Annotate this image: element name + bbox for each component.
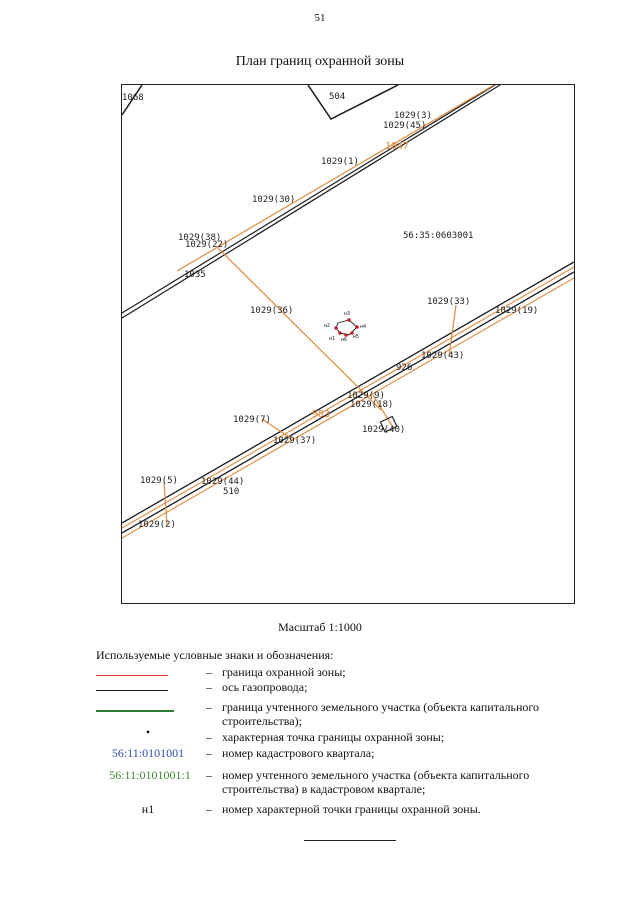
legend-point-number-sample: н1 [141, 802, 155, 816]
point-label-n6: н6 [341, 337, 348, 343]
map-label-926: 926 [396, 363, 413, 373]
map-label-1047: 1047 [385, 141, 410, 152]
map-label-1029-2: 1029(2) [138, 520, 176, 530]
map-label-983: 983 [312, 409, 331, 420]
legend-title: Используемые условные знаки и обозначения: [96, 648, 334, 662]
point-n1 [338, 331, 342, 335]
map-label-1029-9: 1029(9) [347, 391, 385, 401]
legend-text-point-number: номер характерной точки границы охранной зоны. [222, 802, 481, 816]
map-label-1029-5: 1029(5) [140, 476, 178, 486]
point-label-n1: н1 [329, 336, 336, 342]
segment-1029-38-to-1029-9 [218, 248, 381, 410]
legend-text-parcel: граница учтенного земельного участка (объекта капитального строительства); [222, 700, 540, 728]
page-number: 51 [314, 12, 326, 24]
legend-gas-axis-line-sample [96, 690, 168, 691]
legend-text-point: характерная точка границы охранной зоны; [222, 730, 445, 744]
point-n4 [355, 325, 359, 329]
legend-dash: – [206, 680, 212, 694]
plan-title: План границ охранной зоны [235, 54, 405, 69]
footer-rule [304, 840, 396, 841]
legend-dash: – [206, 730, 212, 744]
legend-quarter-sample: 56:11:0101001 [111, 746, 185, 760]
legend-text-quarter: номер кадастрового квартала; [222, 746, 375, 760]
legend-text-zone: граница охранной зоны; [222, 665, 346, 679]
map-label-cadastral-quarter: 56:35:0603001 [403, 231, 474, 241]
legend-dash: – [206, 700, 212, 714]
parcel-boundary-504 [308, 85, 398, 119]
map-label-1029-30: 1029(30) [252, 195, 296, 205]
point-n3 [347, 318, 351, 322]
point-label-n5: н5 [353, 334, 360, 340]
upper-corridor-line-1 [122, 85, 495, 313]
map-label-1068: 1068 [122, 93, 144, 103]
legend-point-symbol: • [145, 725, 151, 739]
map-label-1029-38: 1029(38) [178, 233, 222, 243]
legend-parcel-line-sample [96, 710, 174, 712]
map-label-1029-33: 1029(33) [427, 297, 471, 307]
map-label-1029-3: 1029(3) [394, 111, 432, 121]
legend-text-gas-axis: ось газопровода; [222, 680, 308, 694]
lower-zone-boundary-2 [122, 278, 574, 538]
map-label-1029-40: 1029(40) [362, 425, 406, 435]
map-label-510: 510 [223, 487, 240, 497]
legend-dash: – [206, 802, 212, 816]
point-label-n3: н3 [344, 311, 351, 317]
map-label-504: 504 [329, 92, 346, 102]
upper-corridor-line-2 [122, 85, 500, 318]
point-n2 [334, 326, 338, 330]
map-label-1029-44: 1029(44) [201, 477, 245, 487]
legend-parcel-number-sample: 56:11:0101001:1 [109, 768, 191, 782]
legend-zone-line-sample [96, 675, 168, 676]
map-label-1029-19: 1029(19) [495, 306, 539, 316]
point-label-n2: н2 [324, 323, 331, 329]
map-label-1029-7: 1029(7) [233, 415, 271, 425]
point-label-n4: н4 [360, 324, 367, 330]
legend-text-parcel-number: номер учтенного земельного участка (объекта капитального строительства) в кадастровом квартале; [222, 768, 530, 796]
map-label-1029-36: 1029(36) [250, 306, 294, 316]
map-label-1029-1: 1029(1) [321, 157, 359, 167]
map-frame [121, 84, 575, 604]
legend-dash: – [206, 746, 212, 760]
legend-dash: – [206, 768, 212, 782]
map-label-1029-18: 1029(18) [350, 400, 394, 410]
map-label-1029-37: 1029(37) [273, 436, 317, 446]
map-label-1029-22: 1029(22) [185, 240, 229, 250]
map-label-1029-43: 1029(43) [421, 351, 465, 361]
map-label-1029-45: 1029(45) [383, 121, 427, 131]
boundary-map [122, 85, 574, 603]
legend-dash: – [206, 665, 212, 679]
scale-caption: Масштаб 1:1000 [278, 620, 362, 634]
map-label-1035: 1035 [184, 270, 206, 280]
